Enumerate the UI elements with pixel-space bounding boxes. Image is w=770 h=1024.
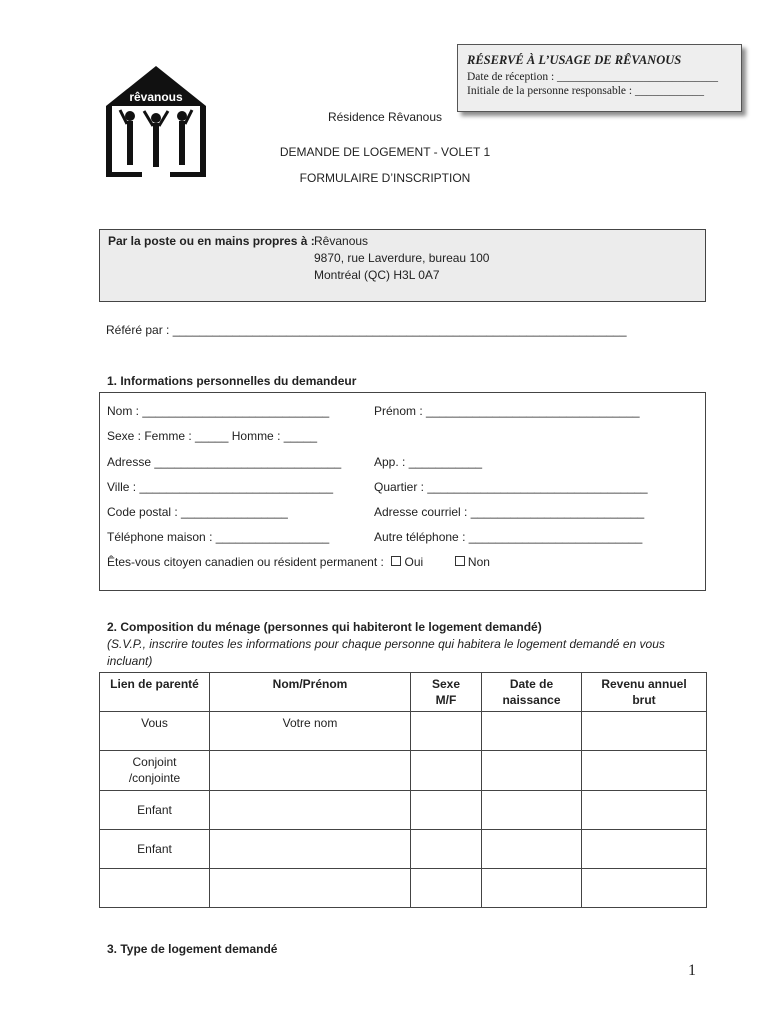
revenu-cell[interactable]	[582, 751, 707, 791]
sexe-header-line-2: M/F	[435, 693, 457, 707]
citizen-question-text: Êtes-vous citoyen canadien ou résident permanent :	[107, 555, 384, 569]
lien-text: Enfant	[137, 803, 172, 817]
date-cell[interactable]	[482, 712, 582, 751]
section-2-note-line-2: incluant)	[107, 654, 153, 668]
table-row	[100, 751, 707, 791]
lien-text: Enfant	[137, 842, 172, 856]
lien-cell	[100, 791, 210, 830]
sexe-cell[interactable]	[411, 869, 482, 908]
nom-field[interactable]: Nom : ____________________________	[107, 404, 330, 418]
section-2-title: 2. Composition du ménage (personnes qui habiteront le logement demandé)	[107, 620, 542, 634]
form-subtitle: FORMULAIRE D’INSCRIPTION	[299, 171, 471, 185]
address-line-1: Rêvanous	[314, 234, 369, 248]
date-header-line-2: naissance	[502, 693, 561, 707]
revenu-cell[interactable]	[582, 791, 707, 830]
address-label: Par la poste ou en mains propres à :	[108, 234, 315, 248]
sexe-cell[interactable]	[411, 712, 482, 751]
reserved-box	[457, 44, 742, 112]
lien-cell	[100, 751, 210, 791]
revenu-header-line-2: brut	[632, 693, 656, 707]
section-3-title: 3. Type de logement demandé	[107, 942, 278, 956]
lien-cell: Vous	[100, 712, 210, 751]
date-header-line-1: Date de	[509, 677, 554, 691]
date-cell[interactable]	[482, 751, 582, 791]
lien-cell	[100, 869, 210, 908]
page-number: 1	[688, 962, 696, 979]
ville-field[interactable]: Ville : _____________________________	[107, 480, 334, 494]
referred-by-field[interactable]: Référé par : ____________________________________________________________________	[106, 323, 627, 337]
revenu-cell[interactable]	[582, 712, 707, 751]
quartier-field[interactable]: Quartier : _________________________________	[374, 480, 648, 494]
non-checkbox[interactable]	[455, 556, 465, 566]
col-revenu-header	[582, 673, 707, 712]
table-row	[100, 830, 707, 869]
date-cell[interactable]	[482, 791, 582, 830]
address-line-2: 9870, rue Laverdure, bureau 100	[314, 251, 490, 265]
code-postal-field[interactable]: Code postal : ________________	[107, 505, 288, 519]
residence-name: Résidence Rêvanous	[327, 110, 443, 124]
nom-cell[interactable]: Votre nom	[210, 712, 411, 751]
table-row	[100, 712, 707, 751]
logo-text: rêvanous	[129, 90, 183, 104]
lien-cell	[100, 830, 210, 869]
revenu-cell[interactable]	[582, 830, 707, 869]
nom-cell[interactable]	[210, 869, 411, 908]
sexe-field[interactable]: Sexe : Femme : _____ Homme : _____	[107, 429, 318, 443]
date-cell[interactable]	[482, 869, 582, 908]
col-date-header	[482, 673, 582, 712]
nom-cell[interactable]	[210, 830, 411, 869]
reserved-title: RÉSERVÉ À L’USAGE DE RÊVANOUS	[467, 53, 682, 67]
section-1-title: 1. Informations personnelles du demandeur	[107, 374, 357, 388]
section-2-note-line-1: (S.V.P., inscrire toutes les informations pour chaque personne qui habitera le logement demandé en vous	[107, 637, 665, 651]
sexe-cell[interactable]	[411, 791, 482, 830]
autre-tel-field[interactable]: Autre téléphone : __________________________	[374, 530, 643, 544]
household-table	[99, 672, 707, 908]
date-cell[interactable]	[482, 830, 582, 869]
table-row	[100, 791, 707, 830]
courriel-field[interactable]: Adresse courriel : __________________________	[374, 505, 645, 519]
form-title: DEMANDE DE LOGEMENT - VOLET 1	[279, 145, 491, 159]
col-nom-header: Nom/Prénom	[210, 673, 411, 712]
prenom-field[interactable]: Prénom : ________________________________	[374, 404, 640, 418]
nom-cell[interactable]	[210, 751, 411, 791]
lien-text: Conjoint /conjointe	[128, 755, 181, 785]
revanous-logo	[106, 66, 216, 187]
address-line-3: Montréal (QC) H3L 0A7	[314, 268, 440, 282]
sexe-cell[interactable]	[411, 830, 482, 869]
reception-date-line: Date de réception : ____________________________	[467, 71, 719, 83]
revenu-cell[interactable]	[582, 869, 707, 908]
app-field[interactable]: App. : ___________	[374, 455, 483, 469]
mailing-address-box	[99, 229, 706, 302]
responsible-initial-line: Initiale de la personne responsable : ____________	[467, 85, 704, 97]
oui-checkbox[interactable]	[391, 556, 401, 566]
col-lien-header: Lien de parenté	[100, 673, 210, 712]
nom-cell[interactable]	[210, 791, 411, 830]
table-header-row	[100, 673, 707, 712]
oui-label: Oui	[404, 555, 424, 569]
tel-maison-field[interactable]: Téléphone maison : _________________	[107, 530, 330, 544]
citizen-question	[107, 555, 490, 569]
col-sexe-header	[411, 673, 482, 712]
non-label: Non	[467, 555, 490, 569]
revenu-header-line-1: Revenu annuel	[601, 677, 687, 691]
sexe-header-line-1: Sexe	[431, 677, 461, 691]
table-row	[100, 869, 707, 908]
sexe-cell[interactable]	[411, 751, 482, 791]
adresse-field[interactable]: Adresse ____________________________	[107, 455, 342, 469]
